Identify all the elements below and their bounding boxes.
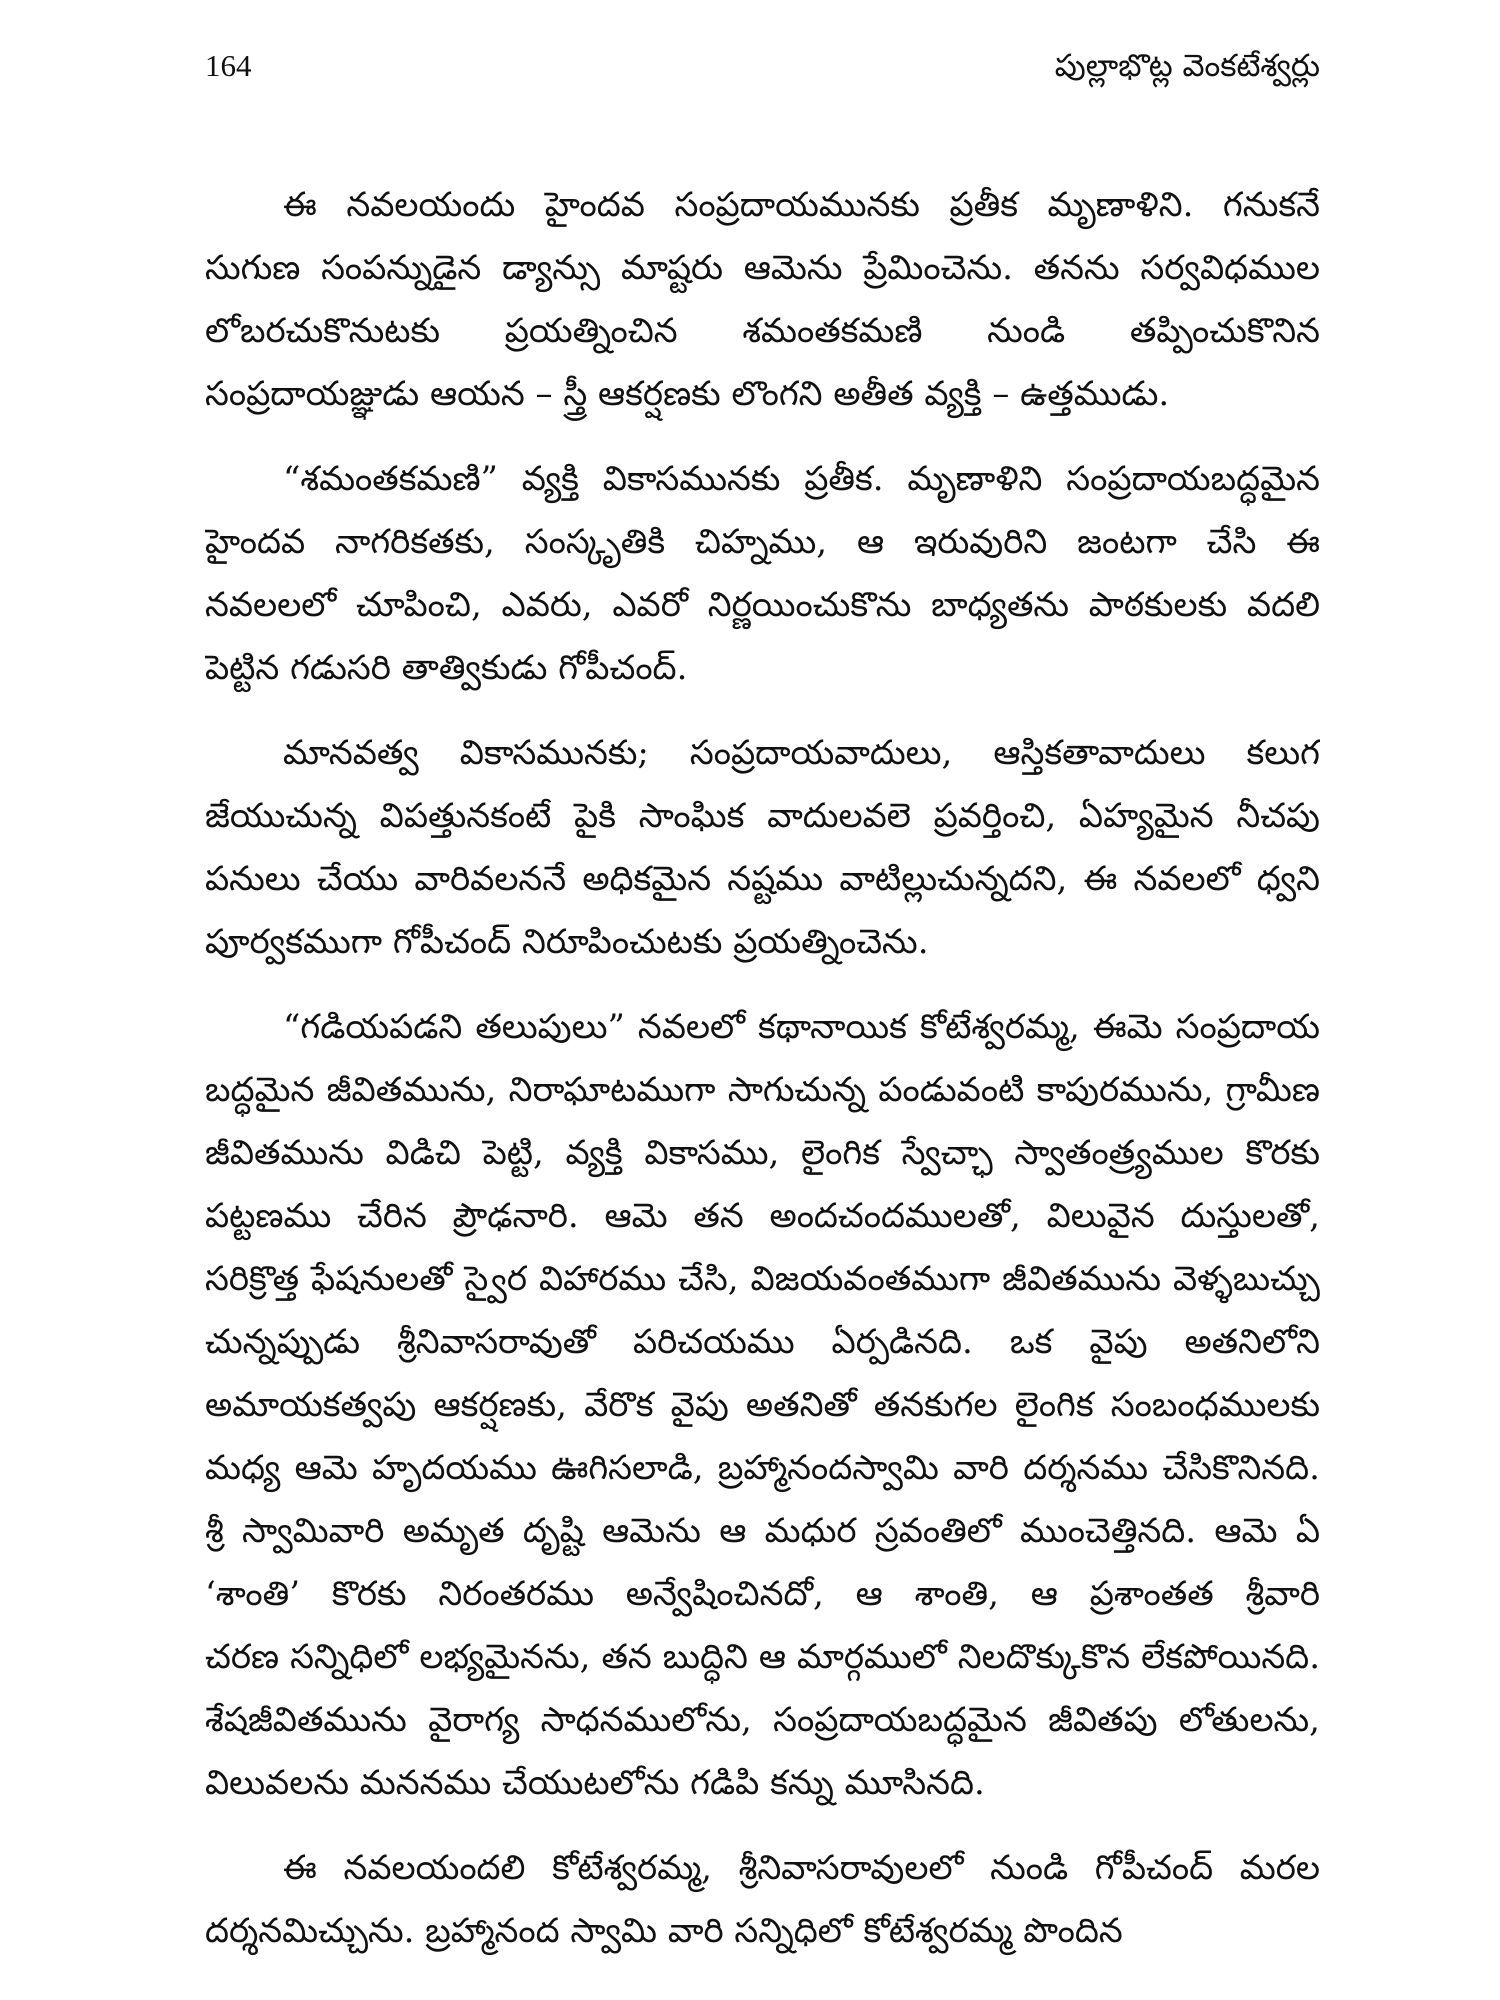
running-title: పుల్లాభొట్ల వెంకటేశ్వర్లు	[1054, 48, 1320, 84]
text-line: శ్రీ స్వామివారి అమృత దృష్టి ఆమెను ఆ మధుర స్రవంతిలో ముంచెత్తినది. ఆమె ఏ	[205, 1511, 1320, 1551]
text-line: సంప్రదాయజ్ఞుడు ఆయన – స్త్రీ ఆకర్షణకు లొంగని అతీత వ్యక్తి – ఉత్తముడు.	[205, 374, 1170, 414]
text-line: ‘శాంతి’ కొరకు నిరంతరము అన్వేషించినదో, ఆ శాంతి, ఆ ప్రశాంతత శ్రీవారి	[205, 1574, 1320, 1614]
text-line: జీవితమును విడిచి పెట్టి, వ్యక్తి వికాసము, లైంగిక స్వేచ్ఛా స్వాతంత్ర్యముల కొరకు	[205, 1133, 1320, 1173]
paragraph	[205, 1837, 1320, 1963]
text-line: మధ్య ఆమె హృదయము ఊగిసలాడి, బ్రహ్మానందస్వామి వారి దర్శనము చేసికొనినది.	[205, 1448, 1320, 1488]
text-line: ఈ నవలయందలి కోటేశ్వరమ్మ, శ్రీనివాసరావులలో నుండి గోపీచంద్ మరల	[283, 1848, 1320, 1888]
text-line: హైందవ నాగరికతకు, సంస్కృతికి చిహ్నము, ఆ ఇరువురిని జంటగా చేసి ఈ	[205, 522, 1320, 562]
text-line: జేయుచున్న విపత్తునకంటే పైకి సాంఘిక వాదులవలె ప్రవర్తించి, ఏహ్యమైన నీచపు	[205, 796, 1320, 836]
text-line: శేషజీవితమును వైరాగ్య సాధనములోను, సంప్రదాయబద్ధమైన జీవితపు లోతులను,	[205, 1700, 1320, 1740]
text-line: “శమంతకమణి” వ్యక్తి వికాసమునకు ప్రతీక. మృణాళిని సంప్రదాయబద్ధమైన	[283, 459, 1320, 499]
paragraph	[205, 174, 1320, 426]
text-line: సుగుణ సంపన్నుడైన డ్యాన్సు మాష్టరు ఆమెను ప్రేమించెను. తనను సర్వవిధముల	[205, 248, 1320, 288]
page-number: 164	[205, 48, 252, 83]
page-header	[205, 48, 1320, 108]
paragraph	[205, 448, 1320, 700]
text-line: అమాయకత్వపు ఆకర్షణకు, వేరొక వైపు అతనితో తనకుగల లైంగిక సంబంధములకు	[205, 1385, 1320, 1425]
text-line: విలువలను మననము చేయుటలోను గడిపి కన్ను మూసినది.	[205, 1763, 985, 1803]
text-line: సరిక్రొత్త ఫేషనులతో స్వైర విహారము చేసి, విజయవంతముగా జీవితమును వెళ్ళబుచ్చు	[205, 1259, 1320, 1299]
text-line: లోబరచుకొనుటకు ప్రయత్నించిన శమంతకమణి నుండి తప్పించుకొనిన	[205, 311, 1320, 351]
paragraph	[205, 722, 1320, 974]
text-line: చరణ సన్నిధిలో లభ్యమైనను, తన బుద్ధిని ఆ మార్గములో నిలదొక్కుకొన లేకపోయినది.	[205, 1637, 1320, 1677]
text-line: పెట్టిన గడుసరి తాత్వికుడు గోపీచంద్.	[205, 648, 688, 688]
text-line: మానవత్వ వికాసమునకు; సంప్రదాయవాదులు, ఆస్తికతావాదులు కలుగ	[283, 733, 1320, 773]
text-line: నవలలలో చూపించి, ఎవరు, ఎవరో నిర్ణయించుకొను బాధ్యతను పాఠకులకు వదలి	[205, 585, 1320, 625]
text-line: పనులు చేయు వారివలననే అధికమైన నష్టము వాటిల్లుచున్నదని, ఈ నవలలో ధ్వని	[205, 859, 1320, 899]
text-line: దర్శనమిచ్చును. బ్రహ్మానంద స్వామి వారి సన్నిధిలో కోటేశ్వరమ్మ పొందిన	[205, 1911, 1123, 1951]
paragraph	[205, 996, 1320, 1815]
page-body	[205, 174, 1320, 1963]
text-line: ఈ నవలయందు హైందవ సంప్రదాయమునకు ప్రతీక మృణాళిని. గనుకనే	[283, 185, 1320, 225]
text-line: పూర్వకముగా గోపీచంద్ నిరూపించుటకు ప్రయత్నించెను.	[205, 922, 929, 962]
text-line: “గడియపడని తలుపులు” నవలలో కథానాయిక కోటేశ్వరమ్మ, ఈమె సంప్రదాయ	[283, 1007, 1320, 1047]
text-line: బద్ధమైన జీవితమును, నిరాఘాటముగా సాగుచున్న పండువంటి కాపురమును, గ్రామీణ	[205, 1070, 1320, 1110]
text-line: పట్టణము చేరిన ప్రౌఢనారి. ఆమె తన అందచందములతో, విలువైన దుస్తులతో,	[205, 1196, 1320, 1236]
text-line: చున్నప్పుడు శ్రీనివాసరావుతో పరిచయము ఏర్పడినది. ఒక వైపు అతనిలోని	[205, 1322, 1320, 1362]
